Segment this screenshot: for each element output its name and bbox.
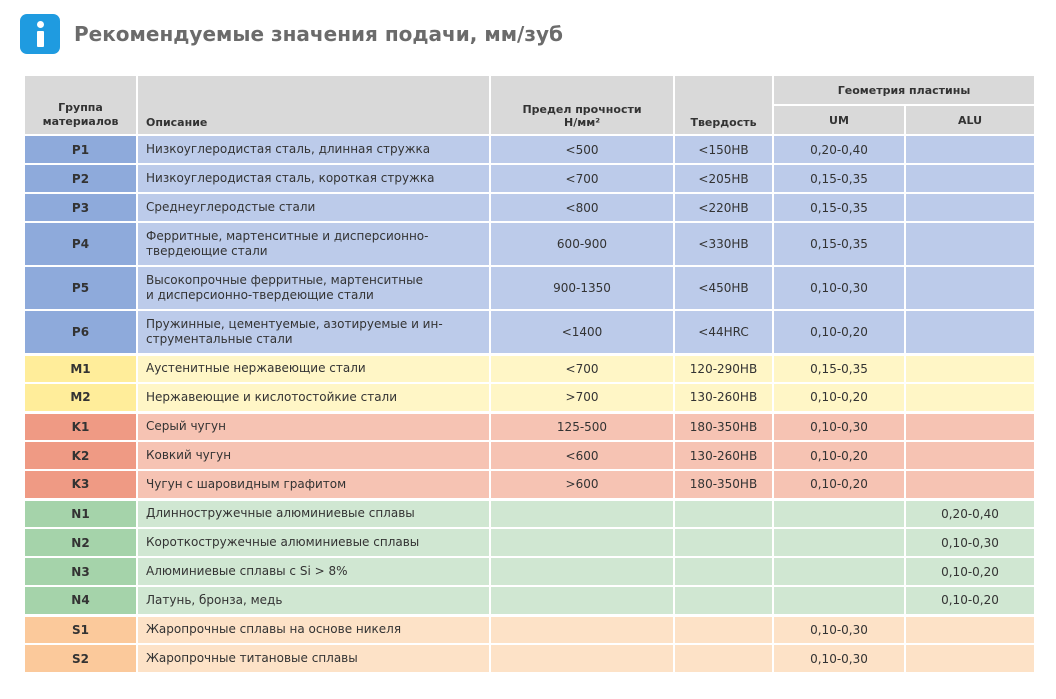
hardness-cell (674, 528, 773, 557)
hardness-cell: <205HB (674, 164, 773, 193)
group-code-cell: P2 (24, 164, 137, 193)
alu-cell (905, 412, 1035, 441)
um-cell: 0,15-0,35 (773, 193, 905, 222)
description-line: Аустенитные нержавеющие стали (146, 361, 366, 376)
strength-cell: 125-500 (490, 412, 674, 441)
group-code-cell: K2 (24, 441, 137, 470)
um-cell: 0,10-0,30 (773, 266, 905, 310)
alu-cell (905, 164, 1035, 193)
alu-cell (905, 441, 1035, 470)
um-cell: 0,10-0,20 (773, 383, 905, 412)
strength-cell: <1400 (490, 310, 674, 354)
alu-cell: 0,10-0,30 (905, 528, 1035, 557)
um-cell (773, 586, 905, 615)
strength-cell (490, 557, 674, 586)
table-row (24, 310, 1035, 354)
um-cell: 0,20-0,40 (773, 135, 905, 164)
hardness-cell: 130-260HB (674, 383, 773, 412)
group-code-cell: N1 (24, 499, 137, 528)
group-code-cell: S1 (24, 615, 137, 644)
alu-cell (905, 644, 1035, 673)
hardness-cell: <330HB (674, 222, 773, 266)
description-line: Серый чугун (146, 419, 226, 434)
group-code-cell: K1 (24, 412, 137, 441)
description-line: и дисперсионно-твердеющие стали (146, 288, 374, 302)
description-line: Высокопрочные ферритные, мартенситные (146, 273, 423, 287)
table-row (24, 164, 1035, 193)
description-line: струментальные стали (146, 331, 293, 346)
description-line: Низкоуглеродистая сталь, длинная стружка (146, 142, 431, 156)
table-row (24, 193, 1035, 222)
table-row (24, 354, 1035, 383)
um-cell: 0,15-0,35 (773, 222, 905, 266)
table-row (24, 615, 1035, 644)
hardness-cell: <220HB (674, 193, 773, 222)
description-cell (137, 135, 490, 164)
group-code-cell: P6 (24, 310, 137, 354)
description-line: Алюминиевые сплавы с Si > 8% (146, 564, 348, 578)
header-strength: Предел прочности Н/мм² (490, 75, 674, 135)
strength-cell: >700 (490, 383, 674, 412)
table-row (24, 222, 1035, 266)
table-row (24, 135, 1035, 164)
description-cell (137, 528, 490, 557)
table-body (24, 135, 1035, 673)
um-cell: 0,15-0,35 (773, 164, 905, 193)
description-line: Жаропрочные сплавы на основе никеля (146, 622, 402, 637)
alu-cell (905, 266, 1035, 310)
description-cell (137, 193, 490, 222)
alu-cell: 0,10-0,20 (905, 586, 1035, 615)
description-cell (137, 615, 490, 644)
um-cell: 0,10-0,30 (773, 412, 905, 441)
alu-cell (905, 615, 1035, 644)
strength-cell: <800 (490, 193, 674, 222)
group-code-cell: N4 (24, 586, 137, 615)
page-header (20, 14, 563, 54)
header-alu: ALU (905, 105, 1035, 135)
um-cell (773, 499, 905, 528)
um-cell: 0,10-0,20 (773, 470, 905, 499)
description-line: Пружинные, цементуемые, азотируемые и ин- (146, 316, 443, 331)
um-cell: 0,10-0,20 (773, 441, 905, 470)
description-cell (137, 222, 490, 266)
header-geometry: Геометрия пластины (773, 75, 1035, 105)
hardness-cell: <150HB (674, 135, 773, 164)
alu-cell (905, 222, 1035, 266)
header-hardness: Твердость (674, 75, 773, 135)
strength-cell: 900-1350 (490, 266, 674, 310)
alu-cell (905, 310, 1035, 354)
table-row (24, 266, 1035, 310)
description-cell (137, 644, 490, 673)
description-cell (137, 383, 490, 412)
table-row (24, 470, 1035, 499)
alu-cell (905, 383, 1035, 412)
alu-cell (905, 135, 1035, 164)
group-code-cell: P1 (24, 135, 137, 164)
table-row (24, 441, 1035, 470)
alu-cell: 0,20-0,40 (905, 499, 1035, 528)
um-cell (773, 528, 905, 557)
group-code-cell: P3 (24, 193, 137, 222)
description-cell (137, 586, 490, 615)
hardness-cell: <450HB (674, 266, 773, 310)
table-row (24, 383, 1035, 412)
strength-cell (490, 586, 674, 615)
hardness-cell: 130-260HB (674, 441, 773, 470)
group-code-cell: M2 (24, 383, 137, 412)
group-code-cell: P4 (24, 222, 137, 266)
group-code-cell: N2 (24, 528, 137, 557)
strength-cell (490, 499, 674, 528)
description-line: Длинностружечные алюминиевые сплавы (146, 506, 415, 521)
table-row (24, 499, 1035, 528)
description-line: Нержавеющие и кислотостойкие стали (146, 389, 398, 404)
table-row (24, 412, 1035, 441)
description-cell (137, 164, 490, 193)
group-code-cell: S2 (24, 644, 137, 673)
strength-cell (490, 644, 674, 673)
alu-cell (905, 193, 1035, 222)
strength-cell: >600 (490, 470, 674, 499)
description-line: Низкоуглеродистая сталь, короткая стружка (146, 171, 435, 185)
info-icon (20, 14, 60, 54)
table-row (24, 528, 1035, 557)
strength-cell (490, 615, 674, 644)
page-title: Рекомендуемые значения подачи, мм/зуб (74, 22, 563, 46)
hardness-cell (674, 615, 773, 644)
alu-cell: 0,10-0,20 (905, 557, 1035, 586)
hardness-cell (674, 499, 773, 528)
group-code-cell: P5 (24, 266, 137, 310)
group-code-cell: K3 (24, 470, 137, 499)
description-line: Короткостружечные алюминиевые сплавы (146, 535, 420, 549)
description-cell (137, 499, 490, 528)
hardness-cell: 180-350HB (674, 412, 773, 441)
um-cell: 0,15-0,35 (773, 354, 905, 383)
hardness-cell: 120-290HB (674, 354, 773, 383)
description-cell (137, 310, 490, 354)
hardness-cell: <44HRC (674, 310, 773, 354)
header-description: Описание (137, 75, 490, 135)
feed-rates-table (23, 74, 1036, 674)
strength-cell: 600-900 (490, 222, 674, 266)
um-cell: 0,10-0,30 (773, 644, 905, 673)
strength-cell: <600 (490, 441, 674, 470)
um-cell: 0,10-0,20 (773, 310, 905, 354)
description-cell (137, 557, 490, 586)
alu-cell (905, 470, 1035, 499)
description-cell (137, 470, 490, 499)
description-cell (137, 441, 490, 470)
hardness-cell (674, 557, 773, 586)
strength-cell: <700 (490, 164, 674, 193)
um-cell: 0,10-0,30 (773, 615, 905, 644)
description-cell (137, 266, 490, 310)
um-cell (773, 557, 905, 586)
description-line: Латунь, бронза, медь (146, 592, 283, 607)
hardness-cell (674, 586, 773, 615)
description-line: Чугун с шаровидным графитом (146, 476, 347, 491)
table-row (24, 644, 1035, 673)
description-cell (137, 412, 490, 441)
group-code-cell: M1 (24, 354, 137, 383)
hardness-cell: 180-350HB (674, 470, 773, 499)
strength-cell: <700 (490, 354, 674, 383)
header-group: Группа материалов (24, 75, 137, 135)
alu-cell (905, 354, 1035, 383)
table-row (24, 586, 1035, 615)
group-code-cell: N3 (24, 557, 137, 586)
strength-cell: <500 (490, 135, 674, 164)
table-row (24, 557, 1035, 586)
description-line: Жаропрочные титановые сплавы (146, 651, 358, 665)
description-line: Ферритные, мартенситные и дисперсионно- (146, 229, 429, 243)
description-cell (137, 354, 490, 383)
description-line: Среднеуглеродстые стали (146, 200, 316, 214)
description-line: Ковкий чугун (146, 448, 232, 462)
hardness-cell (674, 644, 773, 673)
strength-cell (490, 528, 674, 557)
header-um: UM (773, 105, 905, 135)
description-line: твердеющие стали (146, 244, 268, 258)
